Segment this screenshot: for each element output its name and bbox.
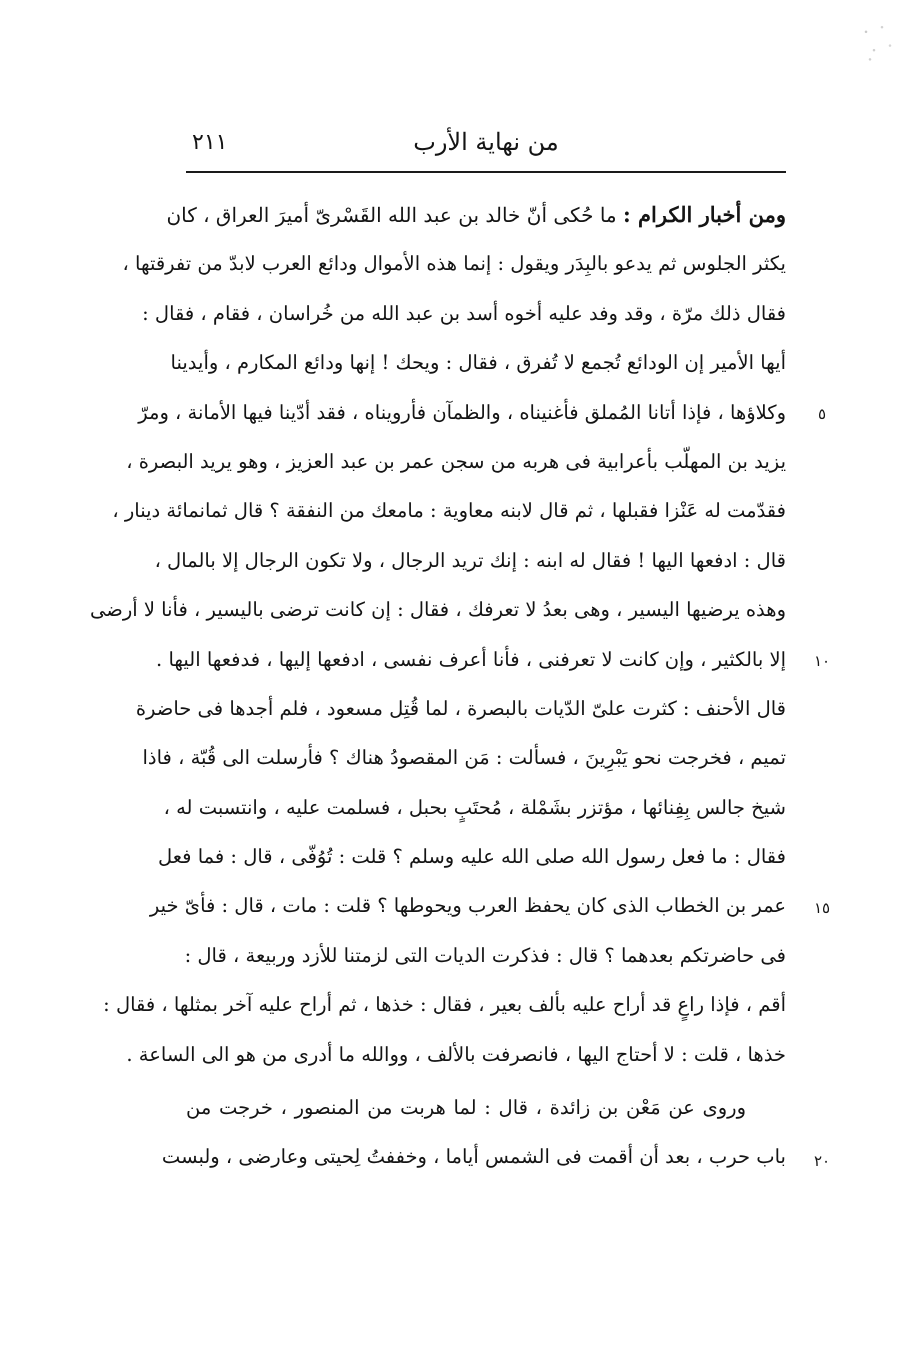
line-text: ما حُكى أنّ خالد بن عبد الله القَسْرىّ أميرَ العراق ، كان — [166, 203, 623, 227]
text-line: وكلاؤها ، فإذا أتانا المُملق فأغنيناه ، والظمآن فأرويناه ، فقد أدّينا فيها الأمانة ، ومرّ — [138, 400, 786, 424]
text-line: فقدّمت له عَنْزا فقبلها ، ثم قال لابنه معاوية : مامعك من النفقة ؟ قال ثمانمائة دينار ، — [112, 499, 786, 523]
text-line: قال الأحنف : كثرت علىّ الدّيات بالبصرة ، لما قُتِل مسعود ، فلم أجدها فى حاضرة — [135, 696, 786, 720]
text-line: وهذه يرضيها اليسير ، وهى بعدُ لا تعرفك ، فقال : إن كانت ترضى باليسير ، فأنا لا أرضى — [90, 598, 786, 622]
margin-line-numbers — [800, 190, 850, 1190]
text-line: أقم ، فإذا راعٍ قد أراح عليه بألف بعير ، فقال : خذها ، ثم أراح عليه آخر بمثلها ، فقال : — [103, 993, 786, 1017]
text-line: إلا بالكثير ، وإن كانت لا تعرفنى ، فأنا أعرف نفسى ، ادفعها إليها ، فدفعها اليها . — [156, 647, 786, 671]
text-line: قال : ادفعها اليها ! فقال له ابنه : إنك تريد الرجال ، ولا تكون الرجال إلا بالمال ، — [154, 548, 786, 572]
text-line: فقال ذلك مرّة ، وقد وفد عليه أخوه أسد بن عبد الله من خُراسان ، فقام ، فقال : — [142, 301, 786, 325]
text-line: فى حاضرتكم بعدهما ؟ قال : فذكرت الديات التى لزمتنا للأزد وربيعة ، قال : — [184, 943, 786, 967]
line-number-5: ٥ — [817, 405, 827, 423]
running-title: من نهاية الأرب — [413, 128, 559, 156]
line-number-10: ١٠ — [813, 652, 831, 670]
body-text — [90, 190, 786, 1182]
text-line: يكثر الجلوس ثم يدعو بالبِدَر ويقول : إنما هذه الأموال ودائع العرب لابدّ من تفرقتها ، — [122, 252, 786, 276]
text-line: عمر بن الخطاب الذى كان يحفظ العرب ويحوطها ؟ قلت : مات ، قال : فأىّ خير — [149, 894, 786, 918]
scan-speckle — [858, 18, 898, 64]
text-line: وروى عن مَعْن بن زائدة ، قال : لما هربت من المنصور ، خرجت من — [186, 1096, 746, 1120]
text-line: تميم ، فخرجت نحو يَبْرِينَ ، فسألت : مَن المقصودُ هناك ؟ فأرسلت الى قُبّة ، فاذا — [142, 746, 786, 770]
text-line: شيخ جالس بِفِنائها ، مؤتزر بشَمْلة ، مُحتَبٍ بحبل ، فسلمت عليه ، وانتسبت له ، — [163, 795, 786, 819]
text-line: خذها ، قلت : لا أحتاج اليها ، فانصرفت بالألف ، ووالله ما أدرى من هو الى الساعة . — [126, 1042, 786, 1066]
page-number: ٢١١ — [192, 130, 228, 155]
text-line — [166, 190, 786, 239]
text-line: باب حرب ، بعد أن أقمت فى الشمس أياما ، وخففتُ لِحيتى وعارضى ، ولبست — [161, 1145, 786, 1169]
text-line: فقال : ما فعل رسول الله صلى الله عليه وسلم ؟ قلت : تُوُفّى ، قال : فما فعل — [158, 845, 786, 869]
line-number-15: ١٥ — [813, 899, 831, 917]
text-line: أيها الأمير إن الودائع تُجمع لا تُفرق ، فقال : ويحك ! إنها ودائع المكارم ، وأيدينا — [170, 351, 786, 375]
section-lead: ومن أخبار الكرام : — [622, 202, 786, 227]
header-rule — [186, 171, 786, 173]
line-number-20: ٢٠ — [813, 1152, 831, 1170]
text-line: يزيد بن المهلّب بأعرابية فى هربه من سجن عمر بن عبد العزيز ، وهو يريد البصرة ، — [126, 449, 786, 473]
page-header — [186, 126, 786, 162]
